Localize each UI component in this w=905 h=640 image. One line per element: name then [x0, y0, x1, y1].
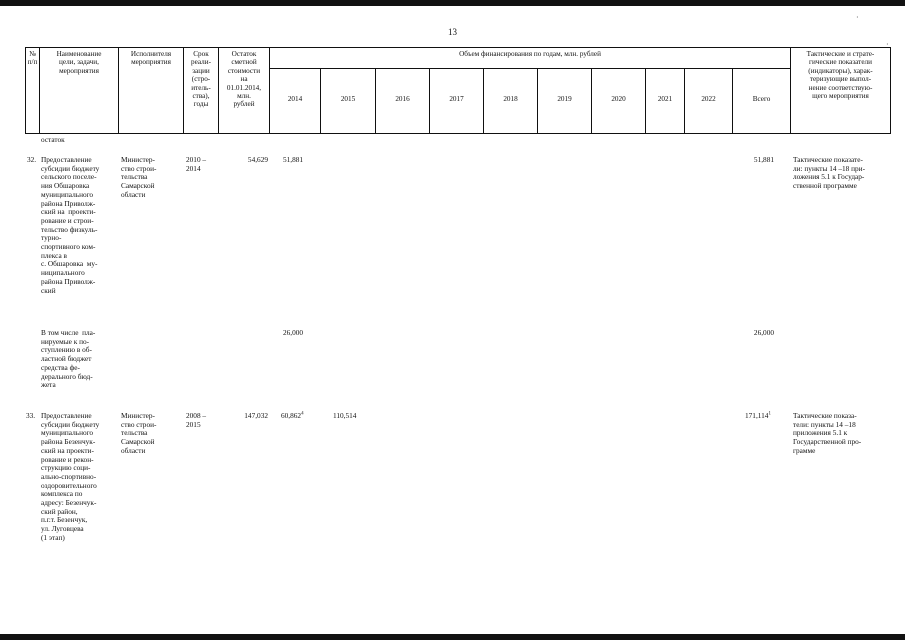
row-total — [745, 412, 771, 421]
row-total-text: 171,114 — [745, 411, 769, 420]
header-financing: Объем финансирования по годам, млн. рублей — [269, 47, 791, 69]
table-header — [25, 47, 891, 134]
row-executor: Министер- ство строи- тельства Самарской области — [121, 411, 157, 455]
footnote-mark: 1 — [768, 411, 771, 417]
header-year-2017: 2017 — [429, 68, 484, 134]
row-remainder: 147,032 — [244, 411, 268, 420]
row-name: Предоставление субсидии бюджету муниципального района Безенчук- ский на проекти- рование и рекон- струкцию соци- ально-спортивно- оздоровительного комплекса по адресу: Безенчук- ский район, п.г.т. Безенчук, ул. Луговцева (1 этап) — [41, 411, 100, 542]
row-indicators: Тактические показа- тели: пункты 14 –18 приложения 5.1 к Государственной про- грамме — [793, 411, 862, 455]
scan-bottom-border — [0, 634, 905, 640]
scan-speck: · — [856, 13, 859, 22]
row-value-2014 — [281, 412, 304, 421]
row-total: 26,000 — [753, 328, 774, 337]
header-executor: Исполнителя мероприятия — [118, 47, 184, 134]
row-subitem-name: В том числе пла- нируемые к по- ступлению в об- ластной бюджет средства фе- дерального бюд- жета — [41, 328, 96, 390]
scan-speck: · — [886, 40, 889, 49]
header-total: Всего — [732, 68, 791, 134]
row-indicators: Тактические показате- ли: пункты 14 –18 при- ложения 5.1 к Государ- ственной программе — [793, 155, 865, 191]
row-executor: Министер- ство строи- тельства Самарской области — [121, 155, 157, 199]
footnote-mark: 4 — [301, 411, 304, 417]
page-number: 13 — [448, 27, 457, 37]
header-year-2019: 2019 — [537, 68, 592, 134]
header-name: Наименование цели, задачи, мероприятия — [39, 47, 119, 134]
header-remainder: Остаток сметной стоимости на 01.01.2014, млн. рублей — [218, 47, 270, 134]
header-num: № п/п — [25, 47, 40, 134]
header-indicators: Тактические и страте- гические показатели (индикаторы), харак- теризующие выпол- нение соответствую- щего мероприятия — [790, 47, 891, 134]
row-value-2014: 26,000 — [283, 328, 304, 337]
header-year-2021: 2021 — [645, 68, 685, 134]
header-year-2022: 2022 — [684, 68, 733, 134]
row-name: Предоставление субсидии бюджету сельского поселе- ния Обшаровка муниципального района Приволж- ский на проекти- рование и строи- тельство физкуль- турно- спортивного ком- плекса в с. Обшаровка му- ниципального района Приволж- ский — [41, 155, 100, 295]
row-value-2015: 110,514 — [333, 411, 357, 420]
row-number: 32. — [27, 155, 37, 164]
header-term: Срок реали- зации (стро- итель- ства), годы — [183, 47, 219, 134]
row-value-2014-text: 60,862 — [281, 411, 302, 420]
header-year-2014: 2014 — [269, 68, 321, 134]
header-year-2018: 2018 — [483, 68, 538, 134]
header-year-2016: 2016 — [375, 68, 430, 134]
row-term: 2008 – 2015 — [186, 411, 207, 429]
scan-top-border — [0, 0, 905, 6]
row-number: 33. — [26, 411, 36, 420]
continuation-text: остаток — [41, 135, 65, 144]
row-total: 51,881 — [753, 155, 774, 164]
row-term: 2010 – 2014 — [186, 155, 207, 173]
row-value-2014: 51,881 — [283, 155, 304, 164]
row-remainder: 54,629 — [247, 155, 268, 164]
header-year-2015: 2015 — [320, 68, 376, 134]
header-year-2020: 2020 — [591, 68, 646, 134]
